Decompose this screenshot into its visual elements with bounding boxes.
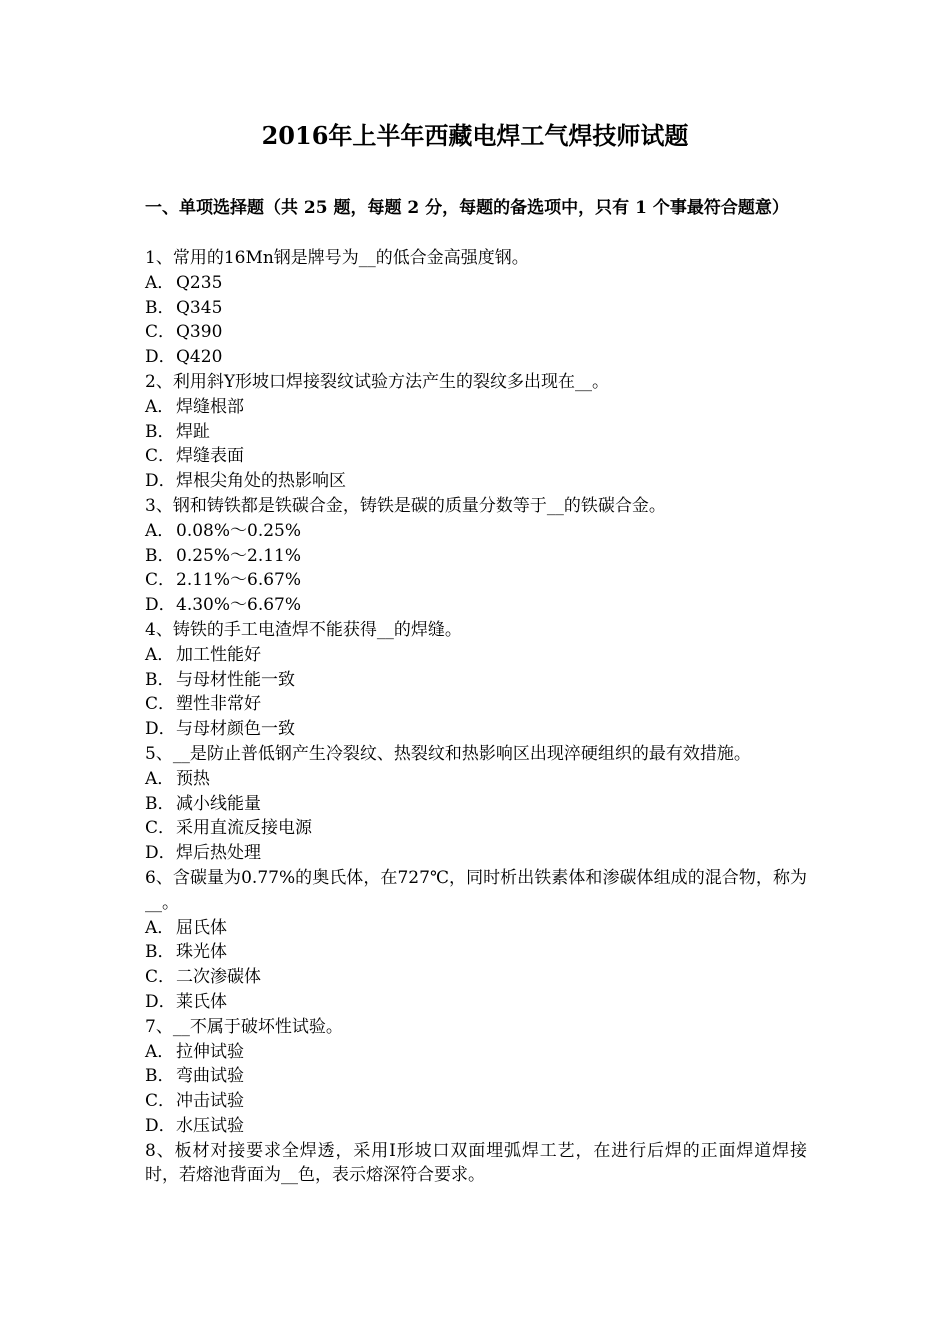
question-item	[145, 866, 807, 1015]
answer-option	[145, 395, 807, 420]
question-item	[145, 246, 807, 370]
option-letter: A．	[145, 272, 175, 293]
answer-option	[145, 544, 807, 569]
answer-option	[145, 593, 807, 618]
option-letter: D．	[145, 991, 176, 1012]
answer-option	[145, 916, 807, 941]
option-text: Q235	[176, 272, 223, 293]
option-text: 采用直流反接电源	[176, 818, 312, 839]
question-stem: 2、利用斜Y形坡口焊接裂纹试验方法产生的裂纹多出现在__。	[145, 371, 610, 392]
answer-option	[145, 816, 807, 841]
option-letter: A．	[145, 520, 175, 541]
option-letter: B．	[145, 297, 175, 318]
option-text: 焊缝表面	[176, 446, 244, 467]
option-letter: D．	[145, 347, 176, 368]
option-letter: C．	[145, 446, 176, 467]
answer-option	[145, 965, 807, 990]
option-text: 0.08%～0.25%	[176, 520, 302, 541]
option-letter: C．	[145, 1091, 176, 1112]
answer-option	[145, 296, 807, 321]
option-text: 屈氏体	[176, 917, 227, 938]
option-text: 水压试验	[176, 1115, 244, 1136]
option-text: 4.30%～6.67%	[176, 595, 302, 616]
option-letter: B．	[145, 793, 175, 814]
option-list	[145, 271, 807, 370]
option-letter: D．	[145, 595, 176, 616]
answer-option	[145, 320, 807, 345]
answer-option	[145, 668, 807, 693]
option-text: 减小线能量	[176, 793, 261, 814]
option-letter: D．	[145, 719, 176, 740]
question-item	[145, 742, 807, 866]
answer-option	[145, 692, 807, 717]
option-text: Q390	[176, 322, 223, 343]
option-letter: C．	[145, 818, 176, 839]
answer-option	[145, 420, 807, 445]
question-item	[145, 494, 807, 618]
option-letter: A．	[145, 917, 175, 938]
option-letter: B．	[145, 669, 175, 690]
option-letter: D．	[145, 843, 176, 864]
option-text: 预热	[176, 768, 210, 789]
option-text: 焊趾	[176, 421, 210, 442]
answer-option	[145, 1040, 807, 1065]
question-list	[145, 246, 807, 1188]
option-letter: C．	[145, 570, 176, 591]
option-list	[145, 519, 807, 618]
option-text: 焊根尖角处的热影响区	[176, 471, 346, 492]
option-text: 与母材颜色一致	[176, 719, 295, 740]
question-item	[145, 370, 807, 494]
option-text: Q345	[176, 297, 223, 318]
option-letter: A．	[145, 644, 175, 665]
option-letter: C．	[145, 694, 176, 715]
option-letter: D．	[145, 471, 176, 492]
option-text: 加工性能好	[176, 644, 261, 665]
option-text: 二次渗碳体	[176, 967, 261, 988]
option-list	[145, 767, 807, 866]
answer-option	[145, 469, 807, 494]
question-stem: 8、板材对接要求全焊透，采用I形坡口双面埋弧焊工艺，在进行后焊的正面焊道焊接时，若熔池背面为__色，表示熔深符合要求。	[145, 1140, 807, 1186]
option-text: 冲击试验	[176, 1091, 244, 1112]
question-item	[145, 1015, 807, 1139]
option-letter: A．	[145, 768, 175, 789]
option-list	[145, 916, 807, 1015]
answer-option	[145, 767, 807, 792]
option-text: 焊缝根部	[176, 396, 244, 417]
answer-option	[145, 1089, 807, 1114]
option-letter: A．	[145, 396, 175, 417]
option-letter: A．	[145, 1041, 175, 1062]
option-text: 2.11%～6.67%	[176, 570, 302, 591]
answer-option	[145, 717, 807, 742]
answer-option	[145, 1064, 807, 1089]
question-item	[145, 1139, 807, 1189]
question-stem: 7、__不属于破坏性试验。	[145, 1016, 343, 1037]
option-letter: B．	[145, 942, 175, 963]
option-text: 珠光体	[176, 942, 227, 963]
answer-option	[145, 940, 807, 965]
section-heading: 一、单项选择题（共 25 题，每题 2 分，每题的备选项中，只有 1 个事最符合题意）	[145, 198, 789, 218]
question-stem: 3、钢和铸铁都是铁碳合金，铸铁是碳的质量分数等于__的铁碳合金。	[145, 495, 666, 516]
option-list	[145, 395, 807, 494]
option-text: 莱氏体	[176, 991, 227, 1012]
option-text: 塑性非常好	[176, 694, 261, 715]
answer-option	[145, 841, 807, 866]
option-text: 与母材性能一致	[176, 669, 295, 690]
option-letter: B．	[145, 545, 175, 566]
document-title: 2016年上半年西藏电焊工气焊技师试题	[261, 121, 689, 150]
option-text: 0.25%～2.11%	[176, 545, 302, 566]
question-stem: 5、__是防止普低钢产生冷裂纹、热裂纹和热影响区出现淬硬组织的最有效措施。	[145, 743, 751, 764]
question-stem: 4、铸铁的手工电渣焊不能获得__的焊缝。	[145, 619, 462, 640]
option-list	[145, 1040, 807, 1139]
answer-option	[145, 643, 807, 668]
option-letter: B．	[145, 1066, 175, 1087]
option-letter: C．	[145, 967, 176, 988]
option-list	[145, 643, 807, 742]
question-stem: 1、常用的16Mn钢是牌号为__的低合金高强度钢。	[145, 248, 529, 268]
answer-option	[145, 519, 807, 544]
answer-option	[145, 792, 807, 817]
option-text: Q420	[176, 347, 223, 368]
option-letter: B．	[145, 421, 175, 442]
answer-option	[145, 444, 807, 469]
answer-option	[145, 990, 807, 1015]
question-stem: 6、含碳量为0.77%的奥氏体，在727℃，同时析出铁素体和渗碳体组成的混合物，称为__。	[145, 867, 807, 913]
answer-option	[145, 271, 807, 296]
option-letter: C．	[145, 322, 176, 343]
option-text: 弯曲试验	[176, 1066, 244, 1087]
question-item	[145, 618, 807, 742]
option-letter: D．	[145, 1115, 176, 1136]
option-text: 拉伸试验	[176, 1041, 244, 1062]
option-text: 焊后热处理	[176, 843, 261, 864]
answer-option	[145, 568, 807, 593]
answer-option	[145, 345, 807, 370]
answer-option	[145, 1114, 807, 1139]
